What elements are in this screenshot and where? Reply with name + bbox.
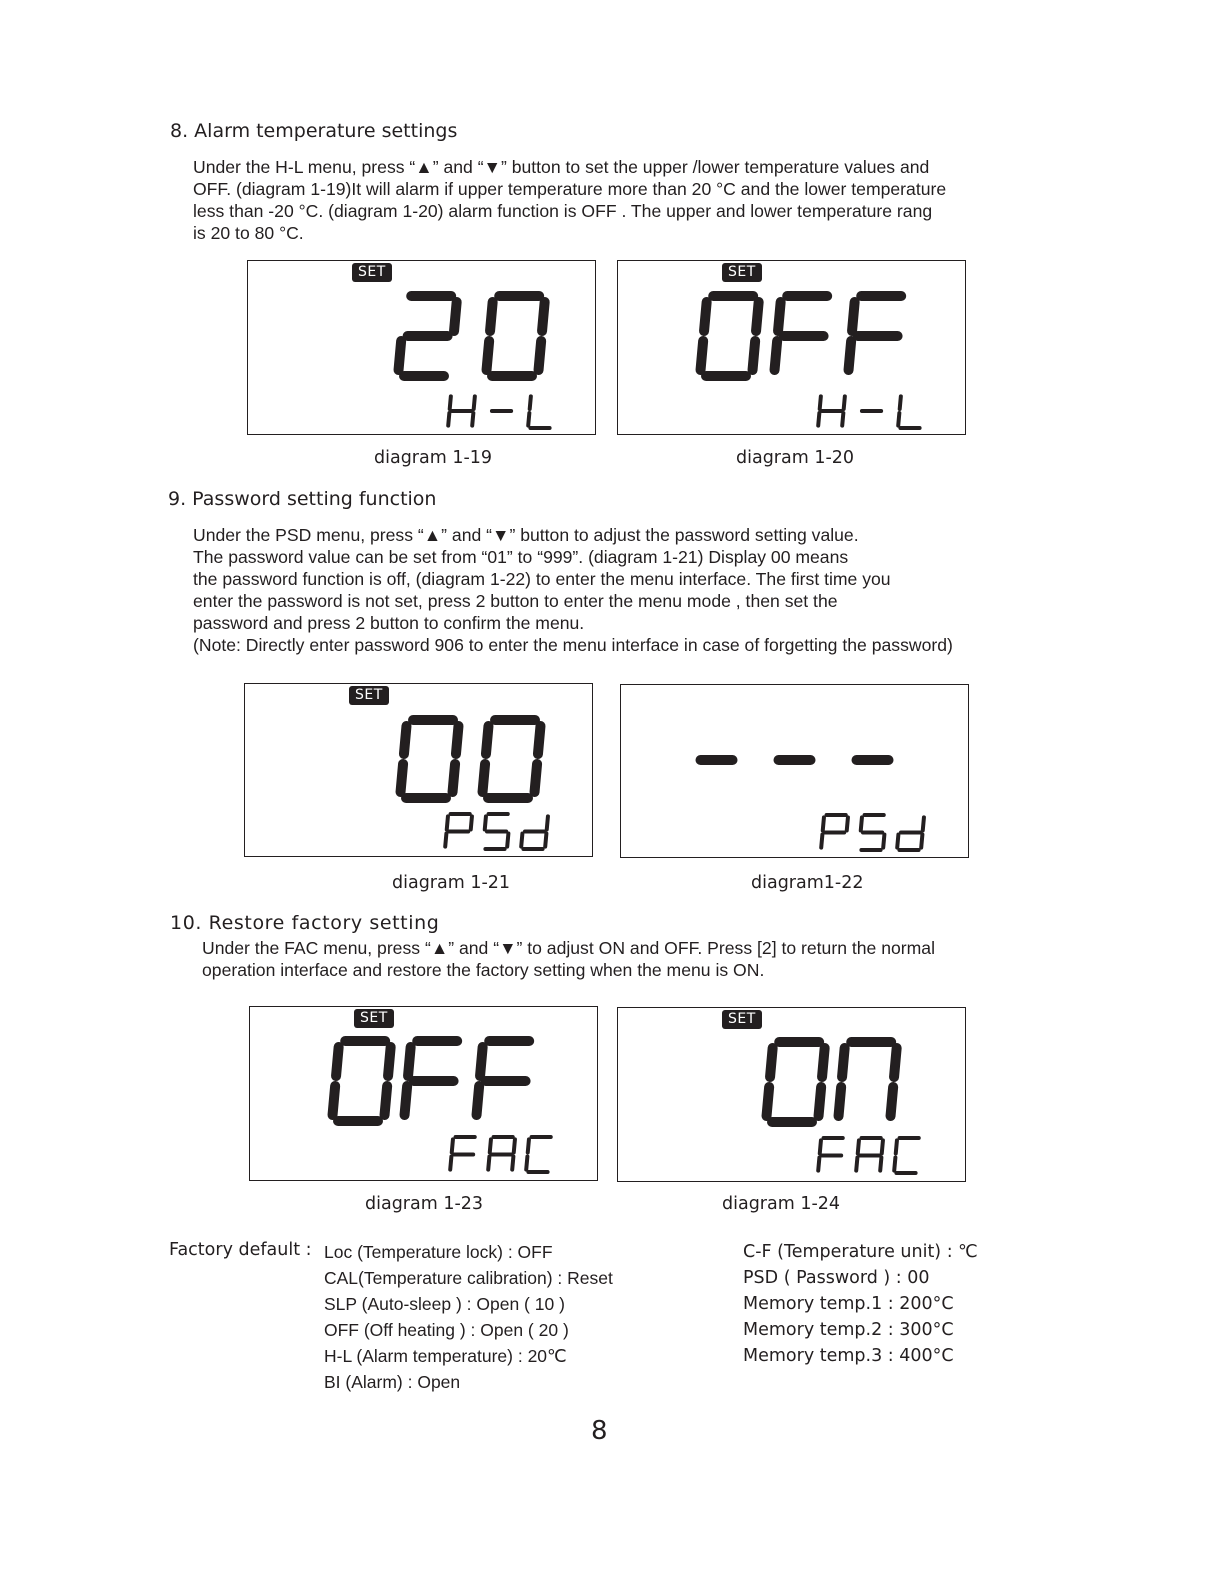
- lcd-sub-readout: [818, 1138, 919, 1173]
- section-9-line: enter the password is not set, press 2 button to enter the menu mode , then set the: [193, 591, 838, 611]
- default-item: SLP (Auto-sleep ) : Open ( 10 ): [324, 1294, 565, 1314]
- lcd-segment-f: [896, 1140, 897, 1153]
- lcd-main-readout: [767, 1042, 897, 1122]
- lcd-segment-e: [521, 834, 522, 847]
- lcd-segment-b: [756, 302, 759, 331]
- caption-diagram-1-21: diagram 1-21: [392, 873, 511, 893]
- lcd-display-diagram-1-20: [617, 260, 966, 435]
- default-item: PSD ( Password ) : 00: [743, 1268, 930, 1288]
- default-item: Memory temp.1 : 200°C: [743, 1294, 954, 1314]
- section-8-line: OFF. (diagram 1-19)It will alarm if upper temperature more than 20 °C and the lower temperature: [193, 179, 947, 199]
- lcd-segments: [250, 1007, 599, 1182]
- lcd-segment-c: [921, 835, 922, 848]
- lcd-segments: [621, 685, 970, 859]
- lcd-segment-e: [767, 1087, 770, 1116]
- lcd-segment-e: [775, 341, 778, 370]
- default-item: H-L (Alarm temperature) : 20℃: [324, 1346, 567, 1366]
- lcd-display-diagram-1-19: [247, 260, 596, 435]
- lcd-segment-c: [507, 834, 508, 847]
- lcd-segment-f: [861, 817, 862, 830]
- lcd-sub-readout: [450, 1137, 551, 1172]
- set-badge: SET: [722, 263, 762, 282]
- lcd-segment-f: [408, 1047, 411, 1076]
- set-badge: SET: [354, 1009, 394, 1028]
- lcd-segment-e: [526, 1157, 527, 1170]
- caption-diagram-1-22: diagram1-22: [751, 873, 864, 893]
- lcd-segments: [245, 684, 594, 858]
- lcd-sub-readout: [818, 396, 919, 428]
- lcd-segment-c: [472, 413, 473, 426]
- default-item: BI (Alarm) : Open: [324, 1372, 461, 1392]
- lcd-segment-e: [897, 835, 898, 848]
- lcd-segment-f: [858, 1140, 859, 1153]
- default-item: Memory temp.2 : 300°C: [743, 1320, 954, 1340]
- section-8-paragraph: [193, 156, 946, 244]
- section-8-line: is 20 to 80 °C.: [193, 223, 304, 243]
- caption-diagram-1-19: diagram 1-19: [374, 448, 493, 468]
- default-item: C-F (Temperature unit) : ℃: [743, 1242, 978, 1262]
- lcd-segment-f: [452, 1139, 453, 1152]
- lcd-segment-e: [839, 1087, 842, 1116]
- lcd-segment-f: [900, 396, 901, 409]
- lcd-segment-f: [450, 396, 451, 409]
- section-8-line: Under the H-L menu, press “▲” and “▼” button to set the upper /lower temperature values and: [193, 157, 930, 177]
- lcd-segments: [248, 261, 597, 436]
- lcd-segment-c: [535, 764, 538, 792]
- lcd-segment-c: [453, 764, 456, 792]
- caption-diagram-1-24: diagram 1-24: [722, 1194, 841, 1214]
- lcd-segment-b: [388, 1047, 391, 1076]
- lcd-segment-f: [485, 816, 486, 829]
- lcd-segment-c: [842, 413, 843, 426]
- lcd-segment-f: [704, 302, 707, 331]
- factory-default-left-list: [324, 1239, 613, 1395]
- section-10-heading: 10. Restore factory setting: [170, 912, 440, 934]
- lcd-segment-f: [336, 1047, 339, 1076]
- lcd-segment-f: [480, 1047, 483, 1076]
- lcd-segment-f: [404, 726, 407, 754]
- section-9-line: (Note: Directly enter password 906 to enter the menu interface in case of forgetting the password): [193, 635, 953, 655]
- lcd-segment-c: [539, 341, 542, 370]
- set-badge: SET: [349, 686, 389, 705]
- lcd-sub-readout: [448, 396, 549, 428]
- lcd-segment-f: [490, 302, 493, 331]
- factory-default-right-list: [743, 1239, 978, 1369]
- lcd-segment-f: [490, 1139, 491, 1152]
- lcd-segment-e: [333, 1086, 336, 1115]
- lcd-segment-e: [856, 1158, 857, 1171]
- lcd-segment-e: [849, 341, 852, 370]
- section-10-line: Under the FAC menu, press “▲” and “▼” to adjust ON and OFF. Press [2] to return the normal: [202, 938, 936, 958]
- lcd-segment-c: [891, 1087, 894, 1116]
- section-9-line: The password value can be set from “01” to “999”. (diagram 1-21) Display 00 means: [193, 547, 849, 567]
- lcd-segment-e: [487, 341, 490, 370]
- lcd-segment-f: [852, 302, 855, 331]
- lcd-segment-c: [385, 1086, 388, 1115]
- default-item: CAL(Temperature calibration) : Reset: [324, 1268, 613, 1288]
- lcd-segment-b: [894, 1048, 897, 1077]
- lcd-segment-f: [778, 302, 781, 331]
- caption-diagram-1-20: diagram 1-20: [736, 448, 855, 468]
- lcd-segment-e: [445, 834, 446, 847]
- lcd-segment-c: [753, 341, 756, 370]
- lcd-main-readout: [401, 720, 541, 798]
- lcd-display-diagram-1-23: [249, 1006, 598, 1181]
- lcd-segment-f: [770, 1048, 773, 1077]
- lcd-main-readout: [701, 296, 902, 376]
- section-8-line: less than -20 °C. (diagram 1-20) alarm function is OFF . The upper and lower temperature rang: [193, 201, 933, 221]
- lcd-segments: [618, 1008, 967, 1183]
- lcd-display-diagram-1-24: [617, 1007, 966, 1182]
- lcd-segment-e: [528, 413, 529, 426]
- lcd-segment-b: [882, 1140, 883, 1153]
- lcd-segment-f: [820, 396, 821, 409]
- lcd-display-diagram-1-22: [620, 684, 969, 858]
- lcd-sub-readout: [445, 814, 548, 849]
- lcd-segment-b: [844, 396, 845, 409]
- lcd-sub-readout: [821, 815, 924, 850]
- section-9-paragraph: [193, 524, 953, 656]
- section-9-line: password and press 2 button to confirm the menu.: [193, 613, 585, 633]
- section-10-line: operation interface and restore the factory setting when the menu is ON.: [202, 960, 765, 980]
- lcd-segment-c: [883, 835, 884, 848]
- lcd-segment-b: [547, 816, 548, 829]
- lcd-segment-e: [450, 1157, 451, 1170]
- lcd-segment-e: [477, 1086, 480, 1115]
- lcd-segment-b: [471, 816, 472, 829]
- section-9-line: Under the PSD menu, press “▲” and “▼” button to adjust the password setting value.: [193, 525, 859, 545]
- lcd-segment-b: [542, 302, 545, 331]
- default-item: OFF (Off heating ) : Open ( 20 ): [324, 1320, 569, 1340]
- default-item: Loc (Temperature lock) : OFF: [324, 1242, 553, 1262]
- lcd-segment-e: [399, 341, 402, 370]
- lcd-segment-f: [486, 726, 489, 754]
- lcd-segment-b: [474, 396, 475, 409]
- lcd-segment-e: [894, 1158, 895, 1171]
- lcd-segment-c: [512, 1157, 513, 1170]
- lcd-segment-b: [822, 1048, 825, 1077]
- section-9-line: the password function is off, (diagram 1-22) to enter the menu interface. The first time you: [193, 569, 891, 589]
- lcd-main-readout: [399, 296, 545, 376]
- lcd-segment-b: [456, 726, 459, 754]
- lcd-segment-e: [448, 413, 449, 426]
- lcd-segment-e: [821, 835, 822, 848]
- lcd-segment-e: [898, 413, 899, 426]
- lcd-segment-b: [514, 1139, 515, 1152]
- lcd-segments: [618, 261, 967, 436]
- lcd-segment-e: [483, 764, 486, 792]
- lcd-segment-f: [447, 816, 448, 829]
- lcd-segment-b: [454, 302, 457, 331]
- lcd-main-readout: [333, 1041, 530, 1121]
- lcd-segment-f: [528, 1139, 529, 1152]
- page-number: 8: [591, 1416, 608, 1446]
- lcd-segment-e: [818, 1158, 819, 1171]
- lcd-segment-c: [545, 834, 546, 847]
- section-10-paragraph: [202, 937, 935, 981]
- lcd-segment-f: [842, 1048, 845, 1077]
- lcd-segment-f: [530, 396, 531, 409]
- default-item: Memory temp.3 : 400°C: [743, 1346, 954, 1366]
- lcd-segment-b: [538, 726, 541, 754]
- lcd-segment-e: [405, 1086, 408, 1115]
- lcd-segment-f: [820, 1140, 821, 1153]
- lcd-segment-e: [818, 413, 819, 426]
- lcd-segment-f: [823, 817, 824, 830]
- lcd-segment-b: [923, 817, 924, 830]
- lcd-segment-c: [819, 1087, 822, 1116]
- set-badge: SET: [722, 1010, 762, 1029]
- factory-default-label: Factory default :: [169, 1240, 312, 1260]
- section-8-heading: 8. Alarm temperature settings: [170, 120, 458, 142]
- lcd-segment-b: [847, 817, 848, 830]
- lcd-segment-c: [880, 1158, 881, 1171]
- lcd-display-diagram-1-21: [244, 683, 593, 857]
- set-badge: SET: [352, 263, 392, 282]
- lcd-segment-e: [401, 764, 404, 792]
- caption-diagram-1-23: diagram 1-23: [365, 1194, 484, 1214]
- lcd-segment-e: [701, 341, 704, 370]
- lcd-segment-e: [488, 1157, 489, 1170]
- section-9-heading: 9. Password setting function: [168, 488, 437, 510]
